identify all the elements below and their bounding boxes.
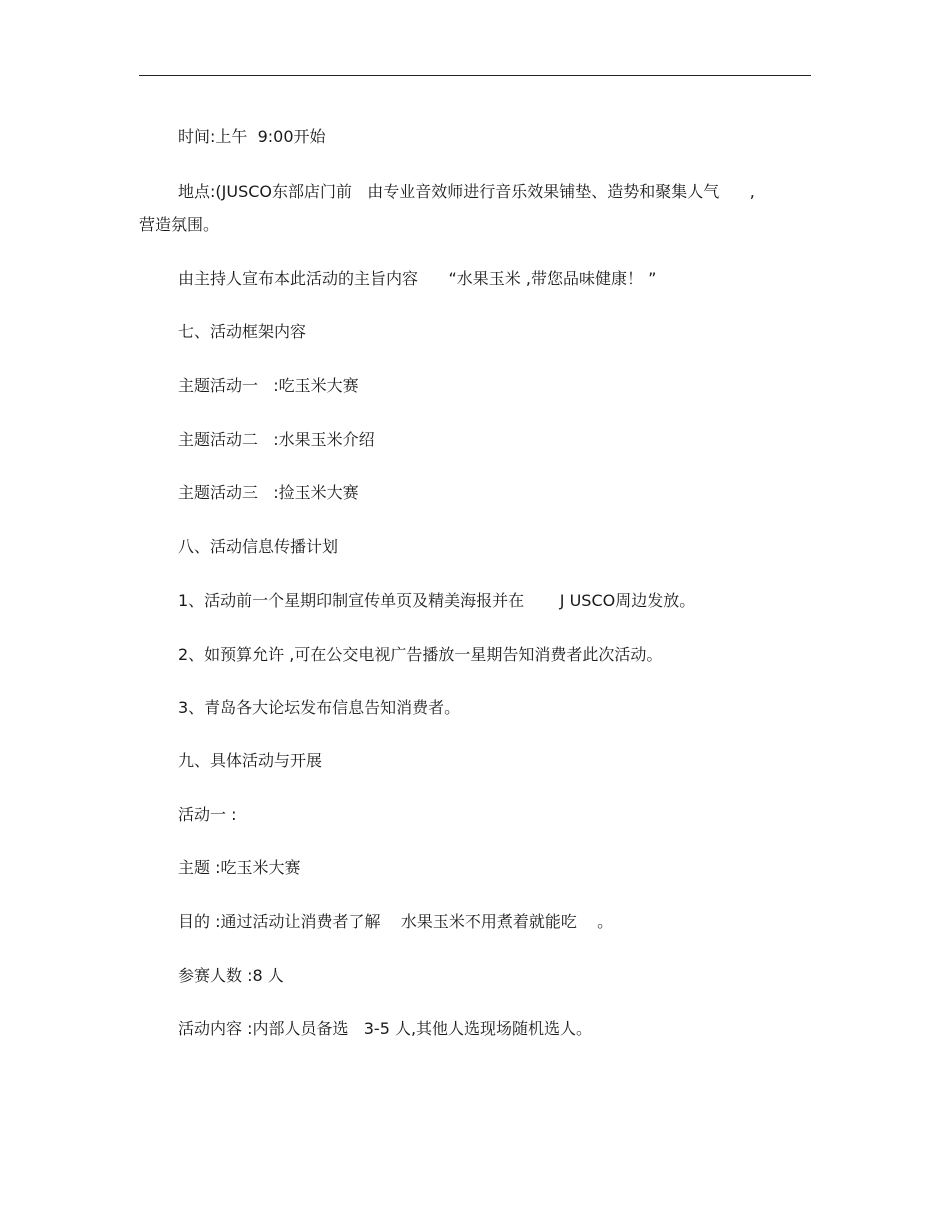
section-heading-7: 七、活动框架内容 [178,322,307,341]
text-line-time: 时间:上午 9:00开始 [178,127,326,146]
text-line-theme-1: 主题活动一 :吃玉米大赛 [178,376,359,395]
header-rule [139,75,811,76]
list-item-3: 3、青岛各大论坛发布信息告知消费者。 [178,698,461,717]
text-line-theme-3: 主题活动三 :捡玉米大赛 [178,483,359,502]
text-line-participants: 参赛人数 :8 人 [178,966,284,985]
text-line-location-cont: 营造氛围。 [139,215,220,234]
text-line-activity-1: 活动一 : [178,805,237,824]
text-line-content: 活动内容 :内部人员备选 3-5 人,其他人选现场随机选人。 [178,1019,593,1038]
text-line-host: 由主持人宣布本此活动的主旨内容 “水果玉米 ,带您品味健康！ ” [178,269,657,288]
text-line-theme-2: 主题活动二 :水果玉米介绍 [178,430,375,449]
text-line-location: 地点:(JUSCO东部店门前 由专业音效师进行音乐效果铺垫、造势和聚集人气 , [178,182,755,201]
text-line-purpose: 目的 :通过活动让消费者了解 水果玉米不用煮着就能吃 。 [178,912,614,931]
text-line-topic: 主题 :吃玉米大赛 [178,858,301,877]
section-heading-9: 九、具体活动与开展 [178,751,323,770]
list-item-1: 1、活动前一个星期印制宣传单页及精美海报并在 J USCO周边发放。 [178,591,696,610]
list-item-2: 2、如预算允许 ,可在公交电视广告播放一星期告知消费者此次活动。 [178,645,663,664]
section-heading-8: 八、活动信息传播计划 [178,537,339,556]
